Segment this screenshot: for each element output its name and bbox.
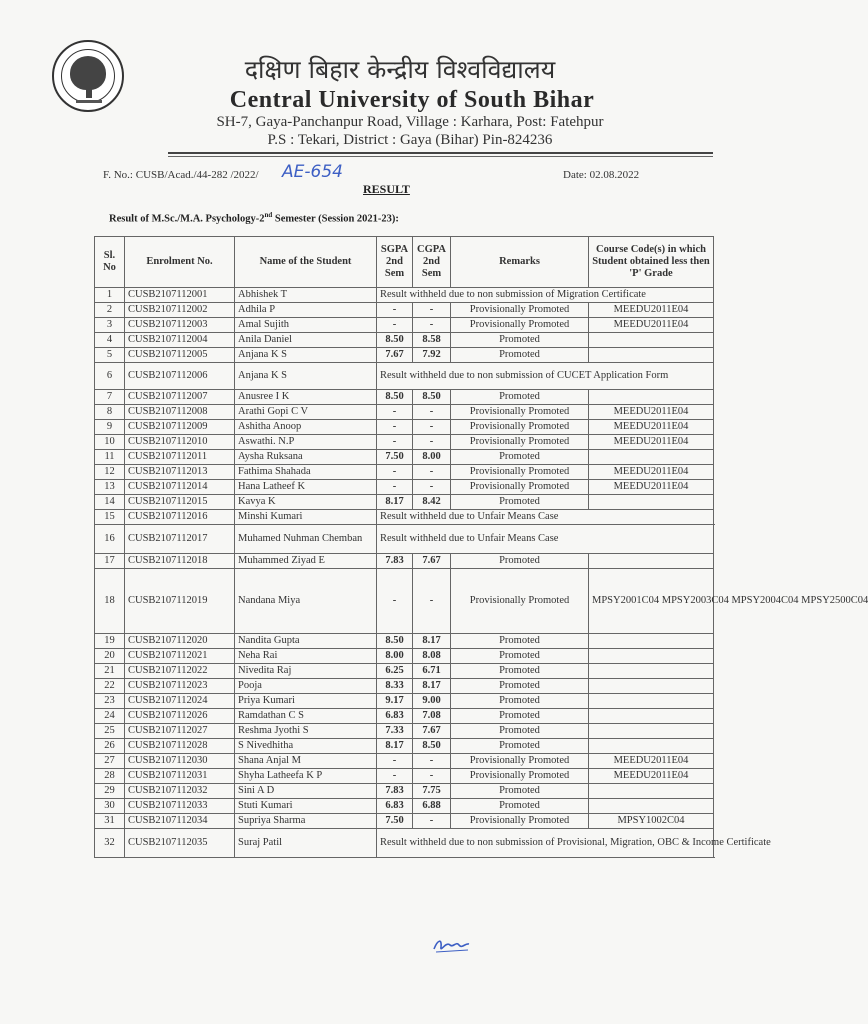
cell-course-codes <box>589 739 714 754</box>
table-row <box>95 664 714 679</box>
cell-student-name: Anusree I K <box>235 390 377 405</box>
cell-course-codes <box>589 634 714 649</box>
table-row <box>95 435 714 450</box>
cell-withheld-note: Result withheld due to non submission of Migration Certificate <box>377 288 714 303</box>
cell-student-name: Fathima Shahada <box>235 465 377 480</box>
col-header-name: Name of the Student <box>235 237 377 288</box>
address-line-2: P.S : Tekari, District : Gaya (Bihar) Pin-824236 <box>267 132 553 148</box>
table-row <box>95 333 714 348</box>
document-date: Date: 02.08.2022 <box>563 169 640 181</box>
cell-course-codes: MEEDU2011E04 <box>589 754 714 769</box>
cell-sl-no: 6 <box>95 363 125 390</box>
cell-course-codes <box>589 784 714 799</box>
cell-cgpa: 8.17 <box>413 634 451 649</box>
result-table-body <box>95 288 868 858</box>
cell-sl-no: 7 <box>95 390 125 405</box>
table-row <box>95 303 714 318</box>
table-row <box>95 724 714 739</box>
cell-sl-no: 4 <box>95 333 125 348</box>
cell-course-codes: MPSY1002C04 <box>589 814 714 829</box>
col-header-course-codes: Course Code(s) in which Student obtained less then 'P' Grade <box>589 237 714 288</box>
cell-cgpa: 7.92 <box>413 348 451 363</box>
cell-cgpa: - <box>413 303 451 318</box>
cell-course-codes <box>589 554 714 569</box>
table-row <box>95 569 714 634</box>
header-rule <box>168 152 713 154</box>
cell-sl-no: 9 <box>95 420 125 435</box>
cell-course-codes <box>589 495 714 510</box>
cell-enrolment: CUSB2107112030 <box>125 754 235 769</box>
cell-student-name: Nandita Gupta <box>235 634 377 649</box>
cell-cgpa: - <box>413 405 451 420</box>
cell-remarks: Promoted <box>451 634 589 649</box>
table-row <box>95 450 714 465</box>
cell-course-codes <box>589 348 714 363</box>
cell-sgpa: - <box>377 303 413 318</box>
cell-student-name: Muhammed Ziyad E <box>235 554 377 569</box>
cell-enrolment: CUSB2107112007 <box>125 390 235 405</box>
cell-cgpa: 9.00 <box>413 694 451 709</box>
cell-sl-no: 5 <box>95 348 125 363</box>
cell-remarks: Promoted <box>451 348 589 363</box>
cell-enrolment: CUSB2107112009 <box>125 420 235 435</box>
cell-course-codes <box>589 390 714 405</box>
cell-cgpa: 8.17 <box>413 679 451 694</box>
cell-sgpa: - <box>377 318 413 333</box>
cell-cgpa: - <box>413 480 451 495</box>
cell-remarks: Promoted <box>451 495 589 510</box>
file-number: F. No.: CUSB/Acad./44-282 /2022/ <box>103 169 259 181</box>
cell-sl-no: 16 <box>95 525 125 554</box>
cell-cgpa: 8.50 <box>413 739 451 754</box>
cell-course-codes <box>589 664 714 679</box>
cell-cgpa: - <box>413 318 451 333</box>
cell-sl-no: 18 <box>95 569 125 634</box>
cell-course-codes: MEEDU2011E04 <box>589 435 714 450</box>
cell-course-codes: MEEDU2011E04 <box>589 465 714 480</box>
cell-cgpa: - <box>413 754 451 769</box>
cell-cgpa: - <box>413 435 451 450</box>
cell-course-codes: MPSY2001C04 MPSY2003C04 MPSY2004C04 MPSY2500C04 <box>589 569 714 634</box>
cell-sl-no: 25 <box>95 724 125 739</box>
cell-course-codes <box>589 709 714 724</box>
cell-enrolment: CUSB2107112024 <box>125 694 235 709</box>
cell-sl-no: 20 <box>95 649 125 664</box>
table-row <box>95 318 714 333</box>
cell-remarks: Promoted <box>451 739 589 754</box>
cell-enrolment: CUSB2107112023 <box>125 679 235 694</box>
cell-enrolment: CUSB2107112027 <box>125 724 235 739</box>
cell-sl-no: 24 <box>95 709 125 724</box>
cell-sl-no: 28 <box>95 769 125 784</box>
cell-sl-no: 23 <box>95 694 125 709</box>
cell-student-name: Sini A D <box>235 784 377 799</box>
cell-enrolment: CUSB2107112015 <box>125 495 235 510</box>
cell-student-name: S Nivedhitha <box>235 739 377 754</box>
cell-enrolment: CUSB2107112018 <box>125 554 235 569</box>
cell-sgpa: - <box>377 405 413 420</box>
table-row <box>95 694 714 709</box>
cell-student-name: Ashitha Anoop <box>235 420 377 435</box>
cell-enrolment: CUSB2107112003 <box>125 318 235 333</box>
cell-student-name: Abhishek T <box>235 288 377 303</box>
cell-remarks: Promoted <box>451 679 589 694</box>
cell-enrolment: CUSB2107112035 <box>125 829 235 858</box>
cell-remarks: Provisionally Promoted <box>451 569 589 634</box>
cell-student-name: Nivedita Raj <box>235 664 377 679</box>
table-row <box>95 754 714 769</box>
table-header-row <box>95 237 714 288</box>
cell-sgpa: 8.50 <box>377 390 413 405</box>
cell-student-name: Shana Anjal M <box>235 754 377 769</box>
cell-enrolment: CUSB2107112002 <box>125 303 235 318</box>
cell-sl-no: 21 <box>95 664 125 679</box>
cell-cgpa: 6.71 <box>413 664 451 679</box>
cell-sl-no: 3 <box>95 318 125 333</box>
cell-student-name: Amal Sujith <box>235 318 377 333</box>
cell-cgpa: 8.42 <box>413 495 451 510</box>
cell-remarks: Provisionally Promoted <box>451 465 589 480</box>
cell-remarks: Promoted <box>451 709 589 724</box>
col-header-sgpa: SGPA 2nd Sem <box>377 237 413 288</box>
table-row <box>95 465 714 480</box>
cell-sl-no: 10 <box>95 435 125 450</box>
cell-enrolment: CUSB2107112010 <box>125 435 235 450</box>
cell-student-name: Suraj Patil <box>235 829 377 858</box>
cell-sl-no: 31 <box>95 814 125 829</box>
cell-enrolment: CUSB2107112034 <box>125 814 235 829</box>
col-header-cgpa: CGPA 2nd Sem <box>413 237 451 288</box>
table-row <box>95 799 714 814</box>
logo-motto-band <box>76 100 102 103</box>
cell-remarks: Promoted <box>451 799 589 814</box>
result-subtitle <box>109 211 399 225</box>
table-row <box>95 634 714 649</box>
document-title: RESULT <box>363 182 410 196</box>
cell-cgpa: - <box>413 420 451 435</box>
cell-cgpa: - <box>413 769 451 784</box>
table-row <box>95 405 714 420</box>
cell-remarks: Promoted <box>451 664 589 679</box>
cell-sl-no: 32 <box>95 829 125 858</box>
cell-cgpa: - <box>413 569 451 634</box>
cell-sgpa: - <box>377 569 413 634</box>
table-row <box>95 554 714 569</box>
subtitle-suffix: Semester (Session 2021-23): <box>272 213 399 225</box>
cell-student-name: Aysha Ruksana <box>235 450 377 465</box>
cell-cgpa: - <box>413 814 451 829</box>
cell-cgpa: 7.67 <box>413 554 451 569</box>
cell-course-codes <box>589 649 714 664</box>
cell-student-name: Anila Daniel <box>235 333 377 348</box>
cell-sl-no: 11 <box>95 450 125 465</box>
cell-sgpa: 9.17 <box>377 694 413 709</box>
cell-enrolment: CUSB2107112033 <box>125 799 235 814</box>
cell-course-codes <box>589 799 714 814</box>
cell-course-codes: MEEDU2011E04 <box>589 769 714 784</box>
cell-enrolment: CUSB2107112020 <box>125 634 235 649</box>
cell-remarks: Provisionally Promoted <box>451 318 589 333</box>
table-row <box>95 390 714 405</box>
tree-trunk-icon <box>86 86 92 98</box>
cell-enrolment: CUSB2107112017 <box>125 525 235 554</box>
table-row <box>95 510 714 525</box>
cell-student-name: Neha Rai <box>235 649 377 664</box>
cell-sgpa: 8.17 <box>377 495 413 510</box>
table-row <box>95 739 714 754</box>
cell-course-codes: MEEDU2011E04 <box>589 303 714 318</box>
cell-enrolment: CUSB2107112006 <box>125 363 235 390</box>
table-row <box>95 769 714 784</box>
cell-sl-no: 22 <box>95 679 125 694</box>
cell-sgpa: 7.50 <box>377 814 413 829</box>
cell-enrolment: CUSB2107112011 <box>125 450 235 465</box>
cell-enrolment: CUSB2107112031 <box>125 769 235 784</box>
cell-student-name: Muhamed Nuhman Chemban <box>235 525 377 554</box>
cell-course-codes <box>589 724 714 739</box>
cell-sl-no: 8 <box>95 405 125 420</box>
cell-student-name: Pooja <box>235 679 377 694</box>
cell-course-codes: MEEDU2011E04 <box>589 480 714 495</box>
cell-course-codes: MEEDU2011E04 <box>589 420 714 435</box>
cell-remarks: Promoted <box>451 333 589 348</box>
cell-enrolment: CUSB2107112008 <box>125 405 235 420</box>
cell-student-name: Nandana Miya <box>235 569 377 634</box>
cell-sl-no: 17 <box>95 554 125 569</box>
cell-sl-no: 12 <box>95 465 125 480</box>
cell-enrolment: CUSB2107112016 <box>125 510 235 525</box>
header-rule-thin <box>168 156 713 157</box>
cell-student-name: Anjana K S <box>235 348 377 363</box>
table-row <box>95 420 714 435</box>
cell-remarks: Promoted <box>451 554 589 569</box>
cell-remarks: Promoted <box>451 450 589 465</box>
cell-sgpa: - <box>377 420 413 435</box>
tree-icon <box>70 56 106 90</box>
cell-remarks: Promoted <box>451 390 589 405</box>
cell-sgpa: 6.83 <box>377 799 413 814</box>
cell-student-name: Supriya Sharma <box>235 814 377 829</box>
cell-remarks: Provisionally Promoted <box>451 435 589 450</box>
table-row <box>95 363 714 390</box>
result-table <box>94 236 868 858</box>
cell-enrolment: CUSB2107112019 <box>125 569 235 634</box>
table-row <box>95 480 714 495</box>
table-row <box>95 784 714 799</box>
cell-sl-no: 2 <box>95 303 125 318</box>
cell-sgpa: 7.33 <box>377 724 413 739</box>
university-name-english: Central University of South Bihar <box>229 87 595 113</box>
cell-sgpa: 7.83 <box>377 554 413 569</box>
cell-sgpa: - <box>377 480 413 495</box>
table-row <box>95 814 714 829</box>
cell-sl-no: 14 <box>95 495 125 510</box>
cell-sgpa: 6.83 <box>377 709 413 724</box>
cell-sgpa: 8.50 <box>377 634 413 649</box>
col-header-remarks: Remarks <box>451 237 589 288</box>
cell-withheld-note: Result withheld due to Unfair Means Case <box>377 525 714 554</box>
cell-sl-no: 30 <box>95 799 125 814</box>
cell-enrolment: CUSB2107112026 <box>125 709 235 724</box>
cell-enrolment: CUSB2107112001 <box>125 288 235 303</box>
cell-sgpa: 7.67 <box>377 348 413 363</box>
cell-cgpa: 8.08 <box>413 649 451 664</box>
cell-remarks: Provisionally Promoted <box>451 480 589 495</box>
table-row <box>95 348 714 363</box>
cell-student-name: Shyha Latheefa K P <box>235 769 377 784</box>
cell-course-codes <box>589 333 714 348</box>
cell-enrolment: CUSB2107112028 <box>125 739 235 754</box>
cell-sl-no: 13 <box>95 480 125 495</box>
cell-remarks: Promoted <box>451 694 589 709</box>
cell-student-name: Adhila P <box>235 303 377 318</box>
cell-sgpa: - <box>377 769 413 784</box>
cell-remarks: Promoted <box>451 649 589 664</box>
cell-remarks: Promoted <box>451 724 589 739</box>
signature <box>432 935 472 955</box>
table-row <box>95 525 714 554</box>
table-row <box>95 709 714 724</box>
cell-enrolment: CUSB2107112022 <box>125 664 235 679</box>
cell-sgpa: 6.25 <box>377 664 413 679</box>
cell-sl-no: 1 <box>95 288 125 303</box>
cell-sgpa: - <box>377 435 413 450</box>
cell-student-name: Stuti Kumari <box>235 799 377 814</box>
university-name-hindi: दक्षिण बिहार केन्द्रीय विश्वविद्यालय <box>244 55 556 84</box>
cell-remarks: Provisionally Promoted <box>451 405 589 420</box>
cell-withheld-note: Result withheld due to non submission of CUCET Application Form <box>377 363 714 390</box>
cell-remarks: Provisionally Promoted <box>451 420 589 435</box>
cell-student-name: Anjana K S <box>235 363 377 390</box>
cell-student-name: Priya Kumari <box>235 694 377 709</box>
cell-cgpa: 7.08 <box>413 709 451 724</box>
cell-cgpa: 8.58 <box>413 333 451 348</box>
cell-sgpa: - <box>377 465 413 480</box>
subtitle-superscript: nd <box>264 211 273 219</box>
address-line-1: SH-7, Gaya-Panchanpur Road, Village : Karhara, Post: Fatehpur <box>216 114 604 130</box>
cell-cgpa: 8.50 <box>413 390 451 405</box>
university-logo <box>52 40 124 112</box>
table-row <box>95 495 714 510</box>
cell-sgpa: 8.33 <box>377 679 413 694</box>
cell-sgpa: 8.00 <box>377 649 413 664</box>
cell-remarks: Provisionally Promoted <box>451 303 589 318</box>
cell-enrolment: CUSB2107112004 <box>125 333 235 348</box>
cell-sgpa: 8.50 <box>377 333 413 348</box>
cell-remarks: Provisionally Promoted <box>451 769 589 784</box>
cell-cgpa: 7.67 <box>413 724 451 739</box>
table-row <box>95 679 714 694</box>
cell-student-name: Arathi Gopi C V <box>235 405 377 420</box>
cell-withheld-note: Result withheld due to non submission of Provisional, Migration, OBC & Income Certificate <box>377 829 714 858</box>
table-row <box>95 288 714 303</box>
cell-student-name: Reshma Jyothi S <box>235 724 377 739</box>
cell-course-codes: MEEDU2011E04 <box>589 405 714 420</box>
cell-student-name: Ramdathan C S <box>235 709 377 724</box>
col-header-enrolment: Enrolment No. <box>125 237 235 288</box>
cell-sgpa: 7.83 <box>377 784 413 799</box>
cell-remarks: Promoted <box>451 784 589 799</box>
table-row <box>95 829 714 858</box>
cell-withheld-note: Result withheld due to Unfair Means Case <box>377 510 714 525</box>
cell-sl-no: 29 <box>95 784 125 799</box>
table-row <box>95 649 714 664</box>
cell-cgpa: - <box>413 465 451 480</box>
cell-sl-no: 15 <box>95 510 125 525</box>
cell-enrolment: CUSB2107112014 <box>125 480 235 495</box>
cell-enrolment: CUSB2107112013 <box>125 465 235 480</box>
cell-student-name: Hana Latheef K <box>235 480 377 495</box>
handwritten-note: AE-654 <box>282 162 343 182</box>
cell-cgpa: 6.88 <box>413 799 451 814</box>
col-header-sl: Sl. No <box>95 237 125 288</box>
cell-cgpa: 7.75 <box>413 784 451 799</box>
cell-sgpa: 7.50 <box>377 450 413 465</box>
cell-sl-no: 19 <box>95 634 125 649</box>
cell-sgpa: - <box>377 754 413 769</box>
cell-course-codes: MEEDU2011E04 <box>589 318 714 333</box>
cell-course-codes <box>589 679 714 694</box>
cell-remarks: Provisionally Promoted <box>451 754 589 769</box>
cell-course-codes <box>589 694 714 709</box>
cell-cgpa: 8.00 <box>413 450 451 465</box>
cell-remarks: Provisionally Promoted <box>451 814 589 829</box>
cell-sgpa: 8.17 <box>377 739 413 754</box>
subtitle-prefix: Result of M.Sc./M.A. Psychology-2 <box>109 213 265 225</box>
cell-sl-no: 26 <box>95 739 125 754</box>
cell-student-name: Aswathi. N.P <box>235 435 377 450</box>
cell-enrolment: CUSB2107112032 <box>125 784 235 799</box>
cell-sl-no: 27 <box>95 754 125 769</box>
cell-enrolment: CUSB2107112021 <box>125 649 235 664</box>
cell-student-name: Kavya K <box>235 495 377 510</box>
cell-enrolment: CUSB2107112005 <box>125 348 235 363</box>
cell-student-name: Minshi Kumari <box>235 510 377 525</box>
cell-course-codes <box>589 450 714 465</box>
